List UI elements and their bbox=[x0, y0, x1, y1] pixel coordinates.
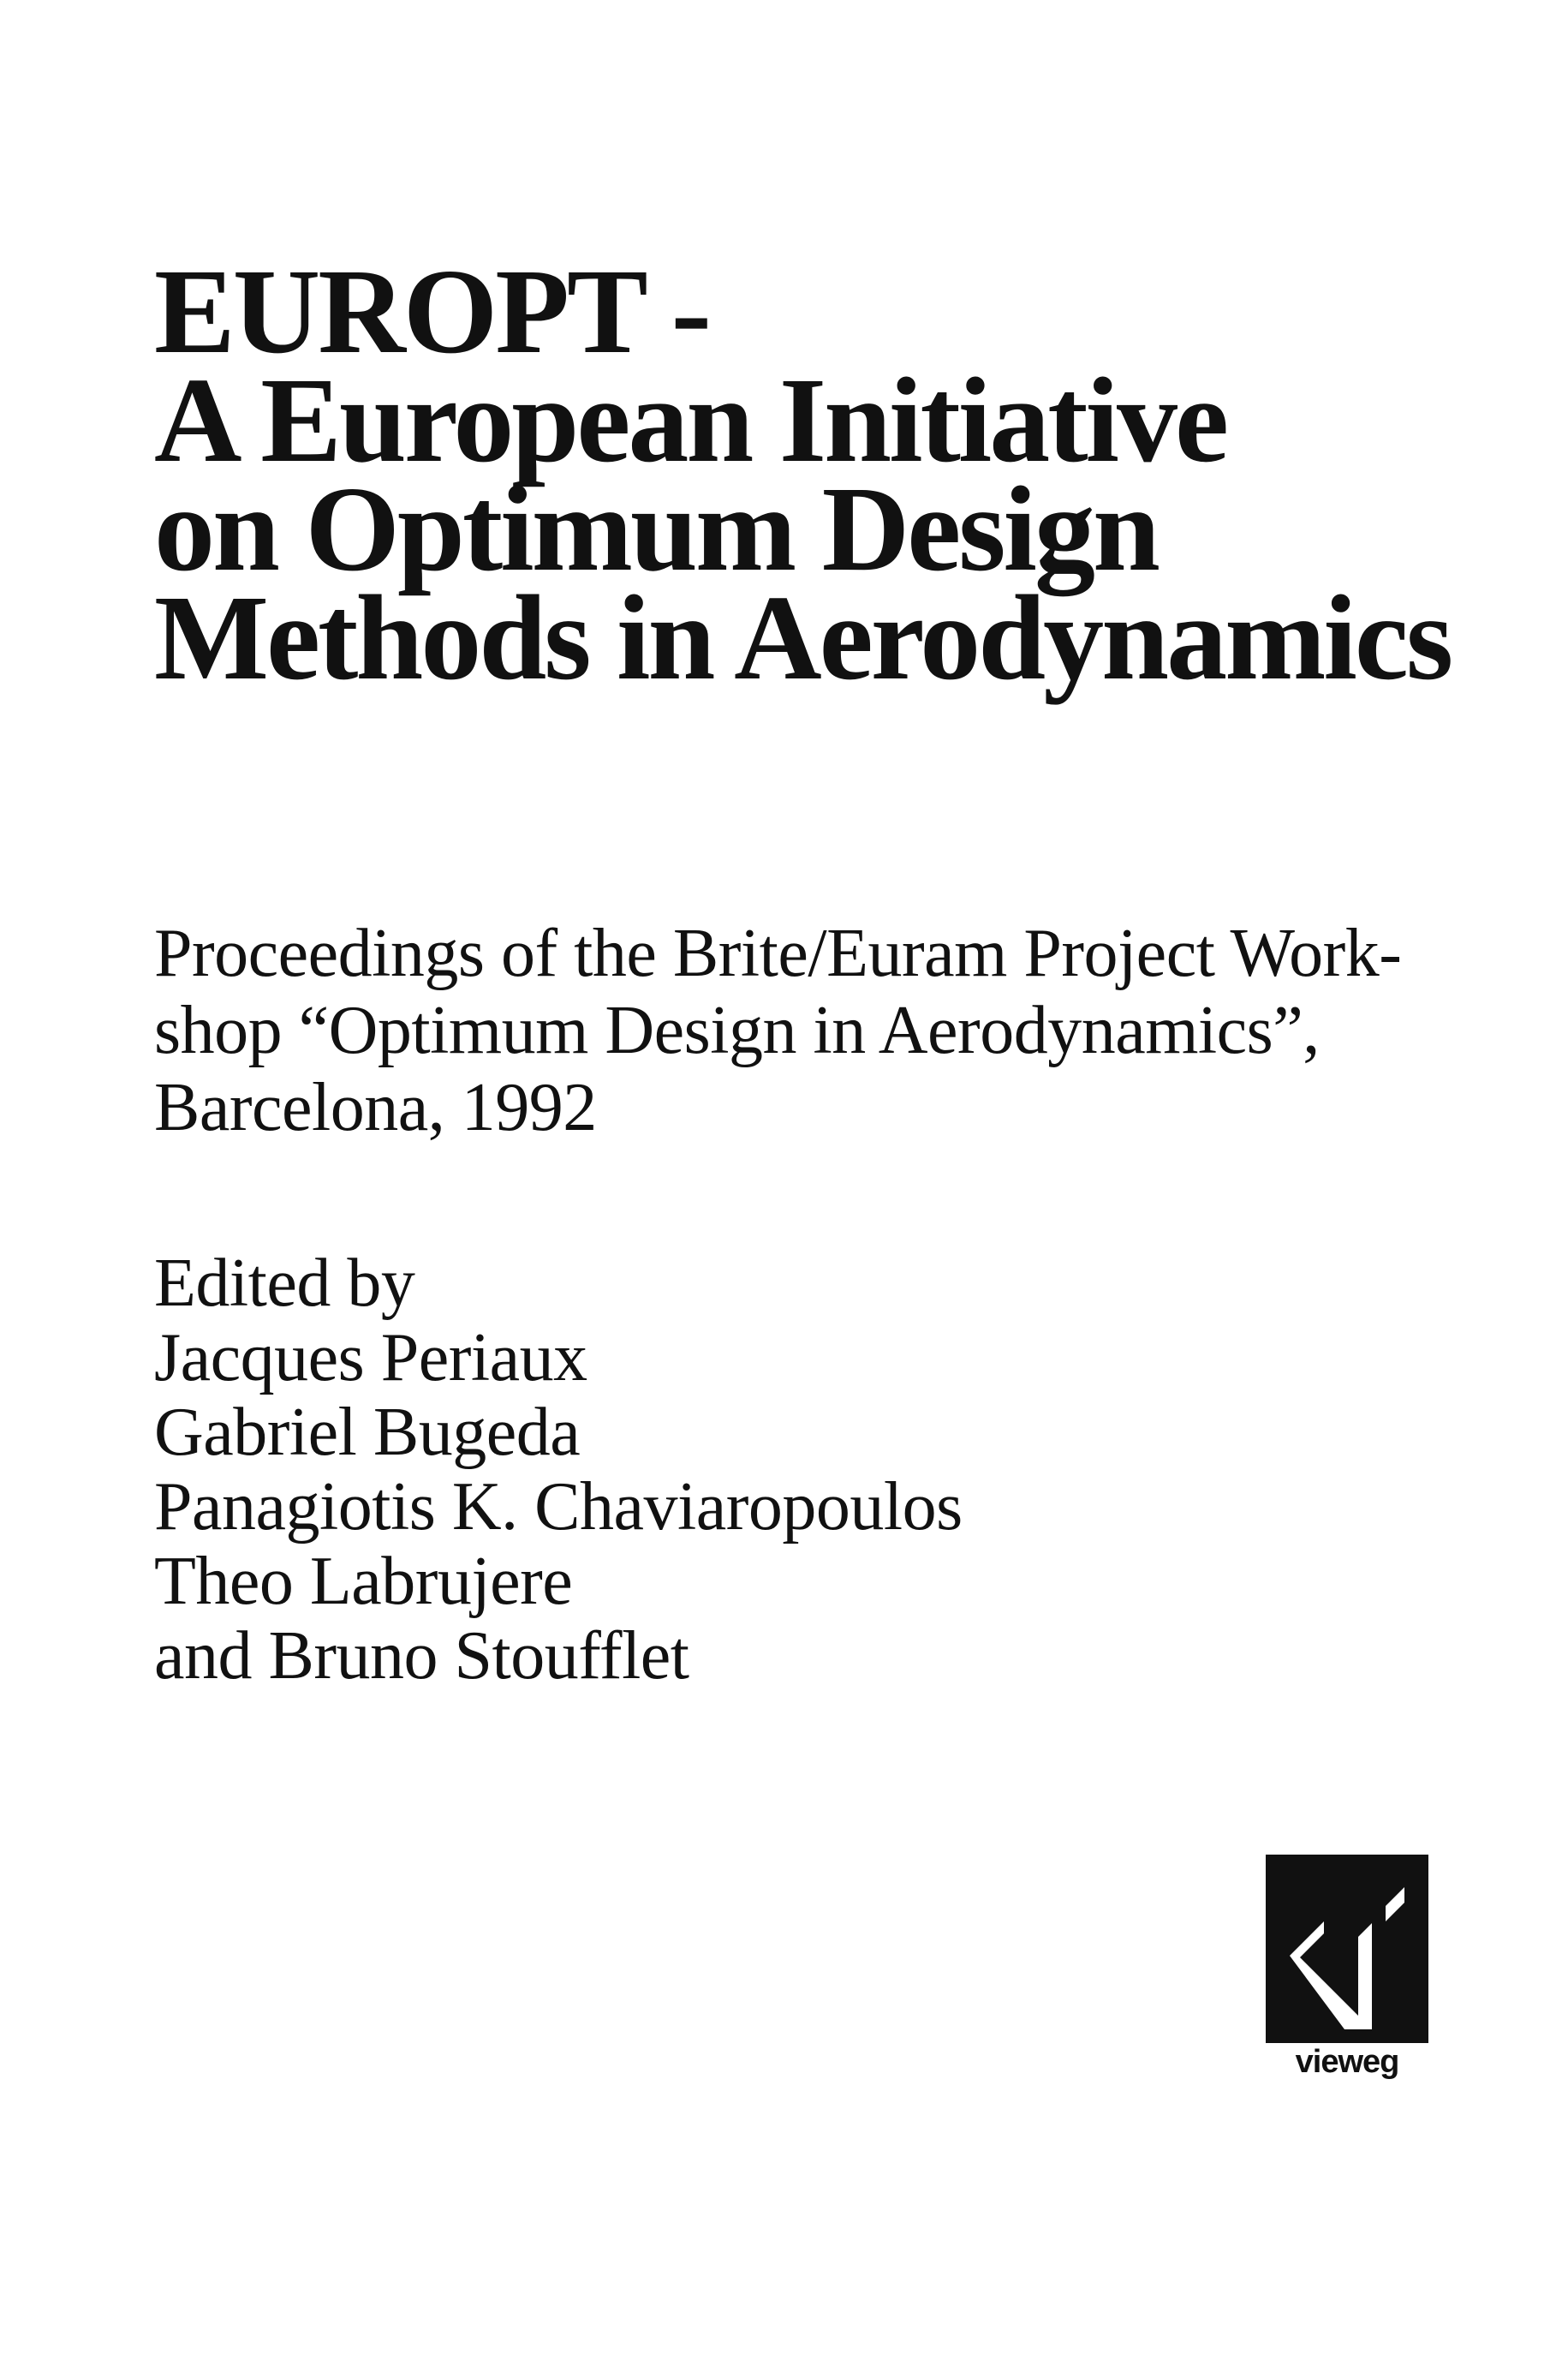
editor-name: Jacques Periaux bbox=[154, 1320, 587, 1395]
book-subtitle bbox=[154, 915, 1401, 1146]
editors-block bbox=[154, 1246, 963, 1694]
subtitle-line: Proceedings of the Brite/Euram Project Work- bbox=[154, 916, 1402, 991]
title-line: EUROPT - bbox=[154, 243, 709, 379]
publisher-logo bbox=[1266, 1855, 1428, 2080]
subtitle-line: Barcelona, 1992 bbox=[154, 1070, 597, 1145]
title-line: A European Initiative bbox=[154, 352, 1227, 487]
edited-by-label: Edited by bbox=[154, 1246, 415, 1321]
subtitle-line: shop “Optimum Design in Aerodynamics”, bbox=[154, 993, 1320, 1068]
editor-name: Theo Labrujere bbox=[154, 1544, 573, 1619]
editor-name: Gabriel Bugeda bbox=[154, 1395, 581, 1470]
title-line: on Optimum Design bbox=[154, 461, 1158, 596]
title-line: Methods in Aerodynamics bbox=[154, 570, 1452, 705]
editor-name: Panagiotis K. Chaviaropoulos bbox=[154, 1469, 963, 1545]
book-title bbox=[154, 243, 1452, 705]
vieweg-logo-icon bbox=[1266, 1855, 1428, 2043]
publisher-name: vieweg bbox=[1295, 2044, 1399, 2080]
editor-name: and Bruno Stoufflet bbox=[154, 1618, 689, 1694]
